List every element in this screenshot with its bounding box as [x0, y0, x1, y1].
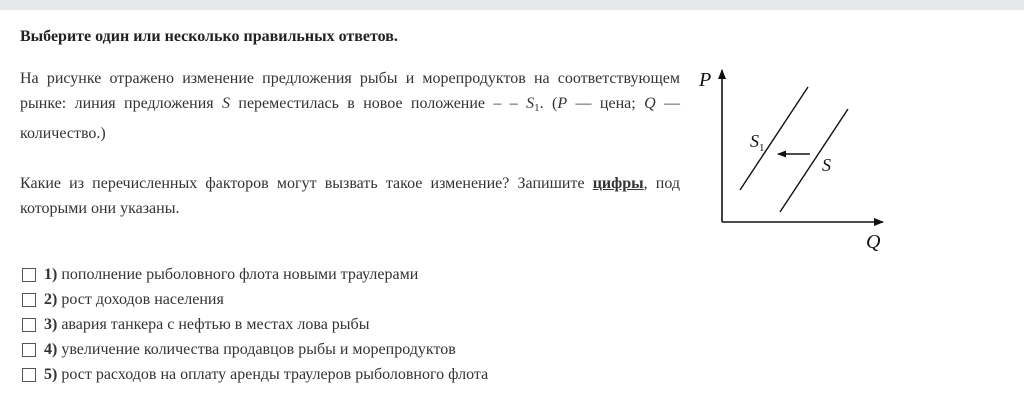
question-paragraph-1: На рисунке отражено изменение предложения рыбы и морепродуктов на соответствующем рынке: линия предложения S переместилась в новое положение – – $S_1$. (P –– цена; Q –– количество.): [20, 70, 681, 142]
supply-shift-graph: [690, 60, 900, 260]
top-bar: [0, 0, 1024, 10]
symbol-s: S: [222, 95, 231, 112]
checkbox-3[interactable]: [22, 318, 36, 332]
symbol-s1: S: [526, 95, 535, 112]
option-number: 1): [44, 265, 58, 283]
question-paragraph-2: Какие из перечисленных факторов могут вызвать такое изменение? Запишите цифры, под которыми они указаны.: [20, 175, 681, 217]
s-label: S: [822, 155, 831, 175]
option-text: рост доходов населения: [61, 290, 224, 308]
y-axis-label: P: [699, 69, 712, 91]
checkbox-2[interactable]: [22, 293, 36, 307]
x-axis-label: Q: [866, 231, 881, 253]
checkbox-5[interactable]: [22, 368, 36, 382]
option-1[interactable]: [22, 262, 488, 287]
option-text: авария танкера с нефтью в местах лова рыбы: [61, 315, 370, 333]
option-2[interactable]: [22, 287, 488, 312]
instruction-heading: Выберите один или несколько правильных ответов.: [20, 28, 398, 45]
checkbox-1[interactable]: [22, 268, 36, 282]
checkbox-4[interactable]: [22, 343, 36, 357]
s1-label: $S_1$: [750, 131, 765, 154]
option-text: увеличение количества продавцов рыбы и морепродуктов: [61, 340, 456, 358]
option-number: 2): [44, 290, 58, 308]
symbol-q: Q: [644, 95, 656, 112]
option-5[interactable]: [22, 362, 488, 387]
option-text: пополнение рыболовного флота новыми траулерами: [61, 265, 419, 283]
option-3[interactable]: [22, 312, 488, 337]
option-4[interactable]: [22, 337, 488, 362]
option-text: рост расходов на оплату аренды траулеров рыболовного флота: [61, 365, 489, 383]
supply-line-s: [780, 109, 848, 212]
question-text: [20, 66, 680, 221]
emphasis-digits: цифры: [592, 175, 644, 192]
answer-options: [22, 262, 488, 387]
option-number: 5): [44, 365, 58, 383]
option-number: 3): [44, 315, 58, 333]
option-number: 4): [44, 340, 58, 358]
symbol-p: P: [557, 95, 568, 112]
